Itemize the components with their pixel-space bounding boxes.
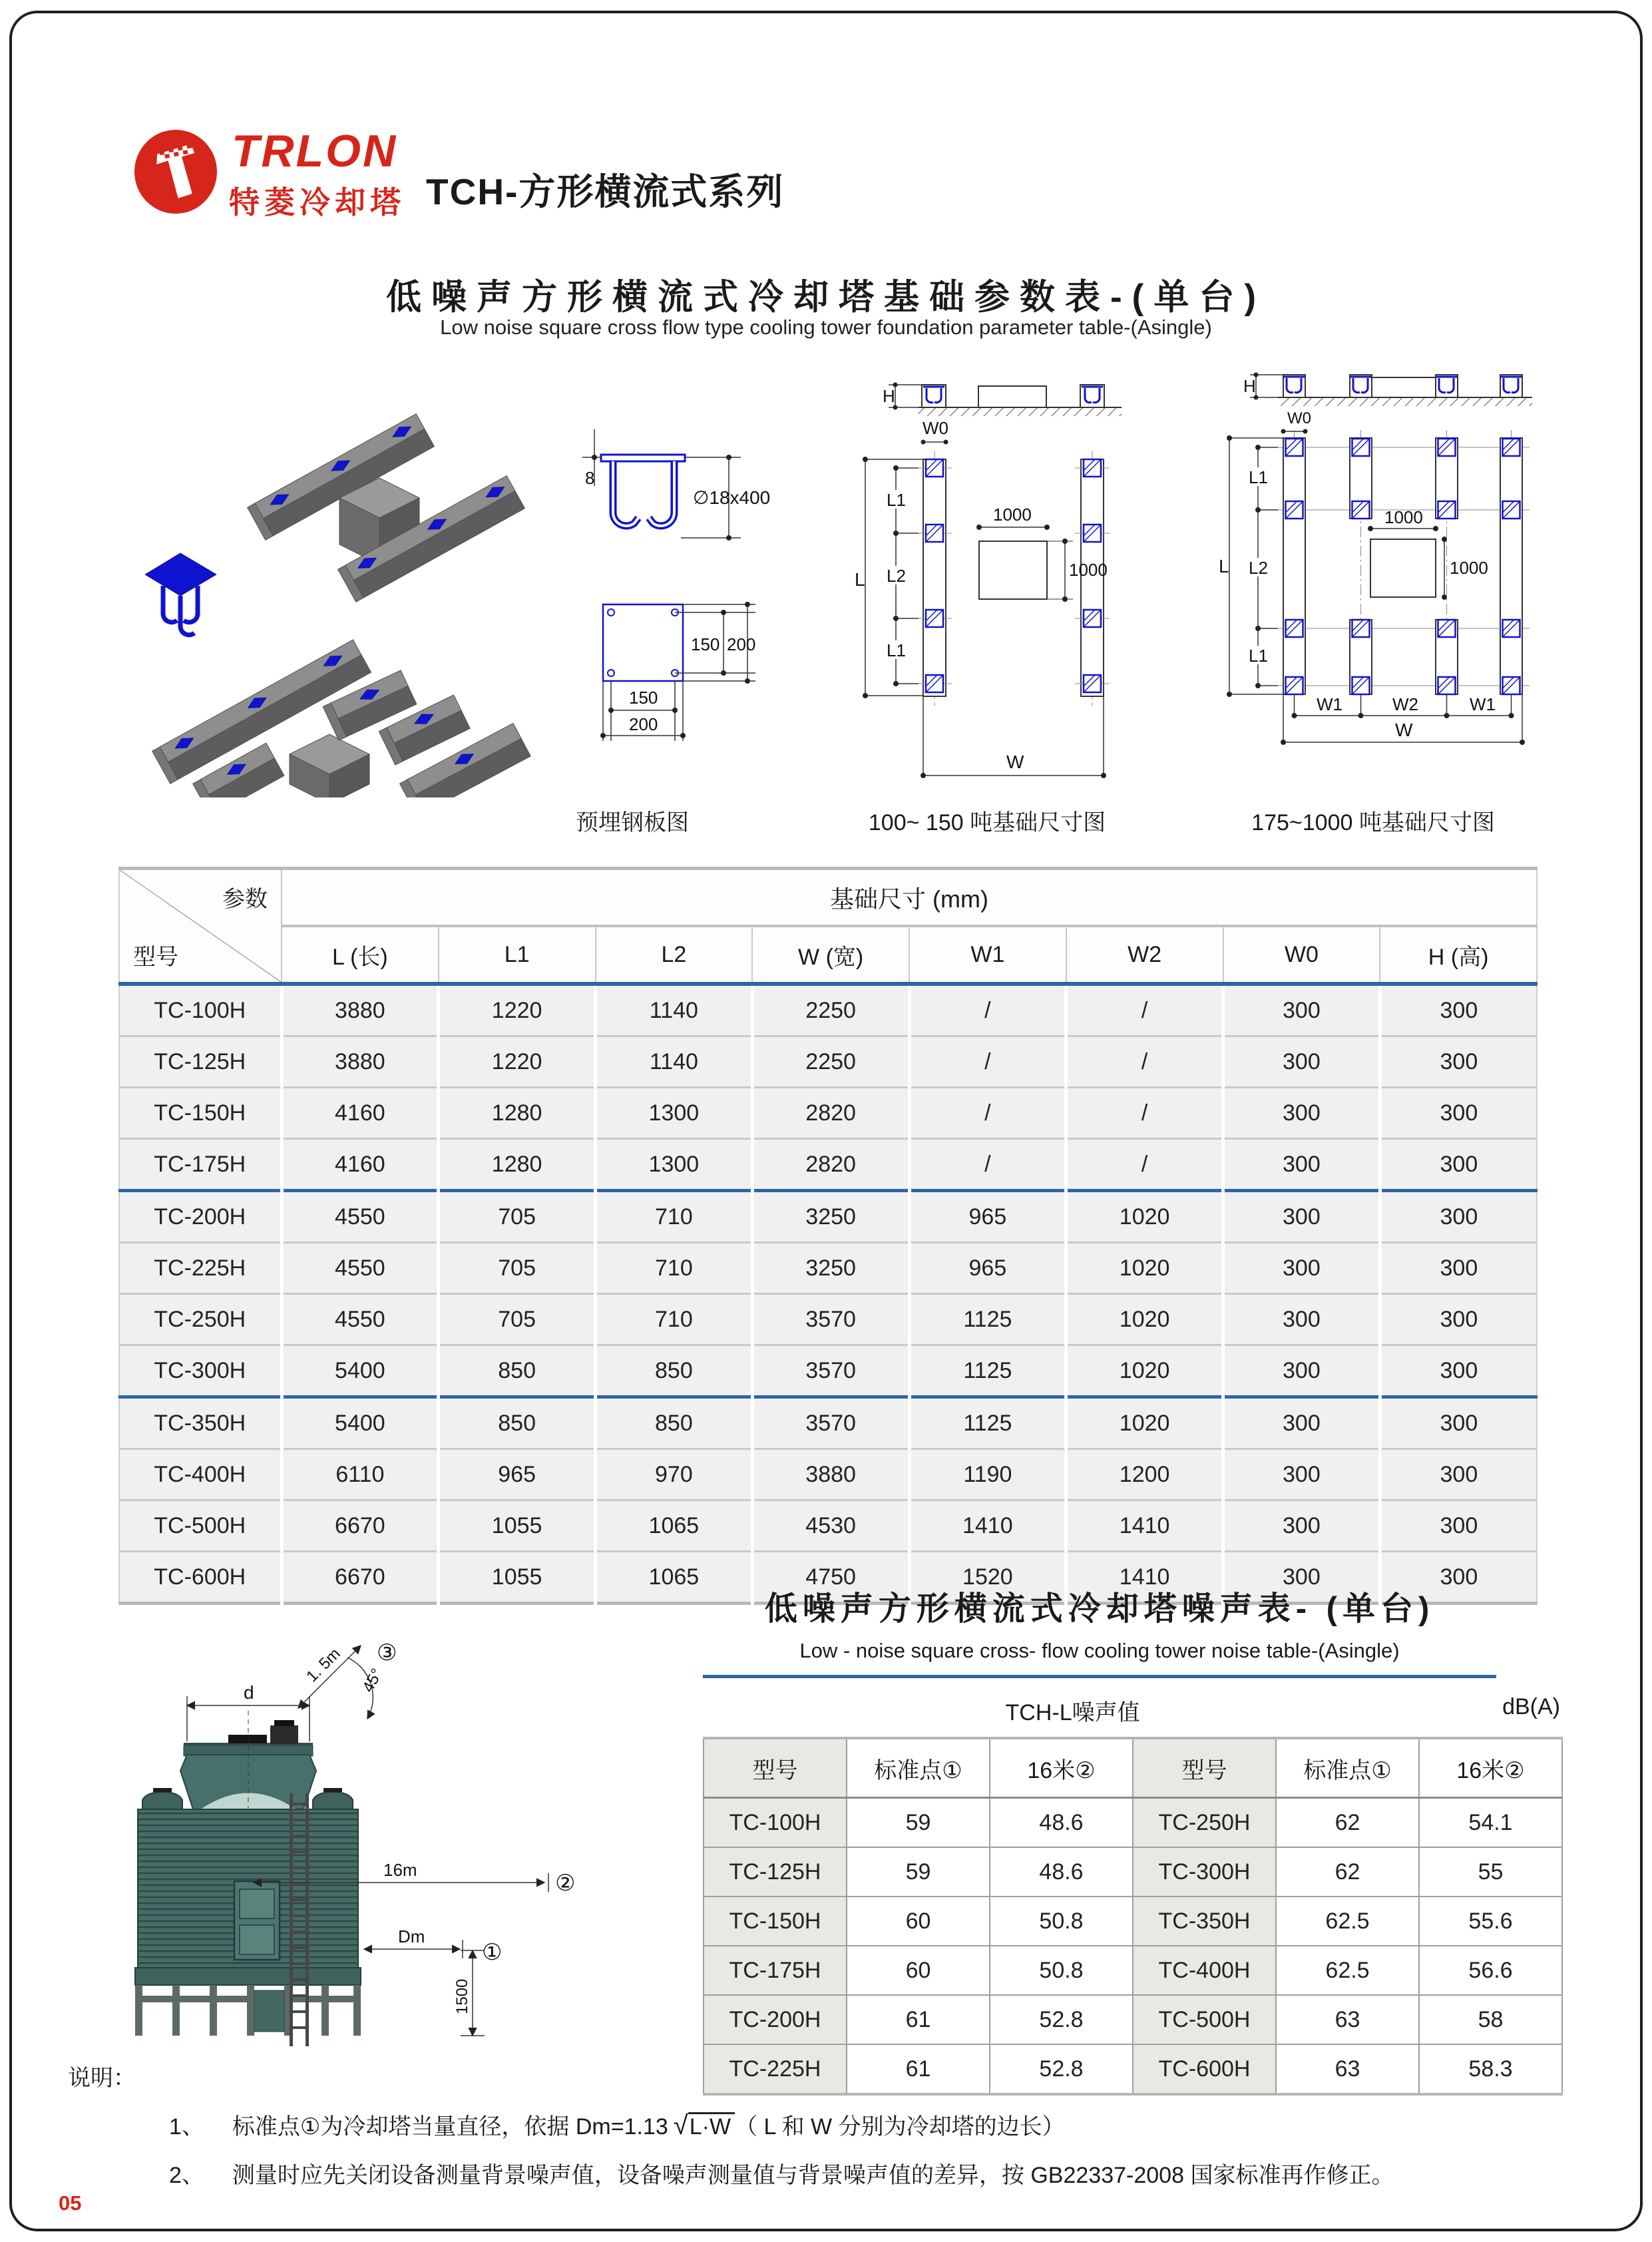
value-cell: 1020 xyxy=(1066,1191,1223,1243)
value-cell: 1125 xyxy=(909,1294,1066,1345)
value-cell: 1410 xyxy=(909,1500,1066,1552)
value-cell: 61 xyxy=(847,2044,990,2094)
series-title: TCH-方形横流式系列 xyxy=(426,171,785,212)
value-cell: 62 xyxy=(1276,1798,1419,1848)
value-cell: 4750 xyxy=(752,1552,909,1604)
value-cell: 300 xyxy=(1380,1397,1537,1449)
value-cell: 59 xyxy=(847,1798,990,1848)
value-cell: 965 xyxy=(909,1191,1066,1243)
model-cell: TC-100H xyxy=(704,1798,847,1848)
value-cell: 1220 xyxy=(439,984,596,1036)
value-cell: 54.1 xyxy=(1419,1798,1562,1848)
dim-1000-right: 1000 xyxy=(1450,558,1488,578)
dim-150-v: 150 xyxy=(691,634,720,654)
dim-200-v: 200 xyxy=(727,634,756,654)
value-cell: 59 xyxy=(847,1847,990,1897)
dim-16m: 16m xyxy=(383,1860,417,1880)
value-cell: 1125 xyxy=(909,1397,1066,1449)
note-item-2 xyxy=(169,2157,1599,2189)
value-cell: 300 xyxy=(1223,1243,1380,1294)
value-cell: 48.6 xyxy=(990,1798,1133,1848)
value-cell: 3880 xyxy=(752,1449,909,1500)
caption-large-foundation: 175~1000 吨基础尺寸图 xyxy=(1251,810,1495,835)
table-row xyxy=(119,1088,1537,1139)
trlon-logo-icon xyxy=(133,129,218,214)
cooling-tower-figure xyxy=(79,1596,578,2056)
value-cell: 5400 xyxy=(282,1397,439,1449)
column-header: L1 xyxy=(439,926,596,984)
value-cell: 4550 xyxy=(282,1243,439,1294)
noise-row xyxy=(704,1946,1562,1995)
value-cell: 1280 xyxy=(439,1088,596,1139)
value-cell: 710 xyxy=(596,1243,753,1294)
noise-header-row xyxy=(704,1738,1562,1798)
value-cell: 3880 xyxy=(282,984,439,1036)
value-cell: 705 xyxy=(439,1294,596,1345)
value-cell: 3250 xyxy=(752,1191,909,1243)
table-row xyxy=(119,1139,1537,1191)
value-cell: 1190 xyxy=(909,1449,1066,1500)
dim-8: 8 xyxy=(585,468,595,488)
noise-row xyxy=(704,1798,1562,1848)
caption-small-foundation: 100~ 150 吨基础尺寸图 xyxy=(868,810,1106,835)
dim-W0: W0 xyxy=(923,418,948,438)
dim-L2: L2 xyxy=(887,566,906,586)
value-cell: 52.8 xyxy=(990,1995,1133,2044)
model-cell: TC-300H xyxy=(1133,1847,1276,1897)
point-2-marker: ② xyxy=(555,1871,576,1896)
value-cell: 1220 xyxy=(439,1036,596,1088)
value-cell: 1020 xyxy=(1066,1397,1223,1449)
value-cell: 850 xyxy=(596,1345,753,1397)
value-cell: / xyxy=(1066,1036,1223,1088)
dimensions-group-header: 基础尺寸 (mm) xyxy=(282,869,1537,927)
isometric-foundation-figure xyxy=(97,371,549,797)
noise-column-header: 型号 xyxy=(1133,1738,1276,1798)
note-item-1 xyxy=(169,2108,1599,2141)
value-cell: 1140 xyxy=(596,1036,753,1088)
value-cell: 300 xyxy=(1223,1191,1380,1243)
figures-row xyxy=(0,359,1652,845)
dim-150-h: 150 xyxy=(629,688,658,708)
column-header: H (高) xyxy=(1380,926,1537,984)
anchor-plate-icon xyxy=(145,553,216,635)
value-cell: 300 xyxy=(1223,1397,1380,1449)
value-cell: 63 xyxy=(1276,2044,1419,2094)
noise-section xyxy=(703,1583,1563,2096)
value-cell: 970 xyxy=(596,1449,753,1500)
sqrt-content: L·W xyxy=(688,2112,735,2140)
dim-L1a: L1 xyxy=(1249,467,1268,487)
value-cell: 850 xyxy=(596,1397,753,1449)
foundation-table xyxy=(118,867,1538,1605)
foundation-title-cn: 低噪声方形横流式冷却塔基础参数表-(单台) xyxy=(386,278,1266,317)
value-cell: 55.6 xyxy=(1419,1897,1562,1946)
value-cell: 4550 xyxy=(282,1191,439,1243)
value-cell: 55 xyxy=(1419,1847,1562,1897)
steel-plate-figure xyxy=(569,376,789,749)
value-cell: 1280 xyxy=(439,1139,596,1191)
model-cell: TC-350H xyxy=(119,1397,282,1449)
value-cell: 300 xyxy=(1380,1088,1537,1139)
value-cell: 1200 xyxy=(1066,1449,1223,1500)
noise-column-header: 型号 xyxy=(704,1738,847,1798)
corner-param-label: 参数 xyxy=(222,887,268,912)
value-cell: 58 xyxy=(1419,1995,1562,2044)
sqrt-symbol: √ xyxy=(673,2111,688,2140)
note-text: （ L 和 W 分别为冷却塔的边长） xyxy=(735,2114,1065,2139)
model-cell: TC-500H xyxy=(1133,1995,1276,2044)
tower-graphic xyxy=(135,1720,361,2046)
value-cell: 2250 xyxy=(752,984,909,1036)
column-header: W0 xyxy=(1223,926,1380,984)
dim-45deg: 45° xyxy=(359,1666,387,1695)
noise-row xyxy=(704,1847,1562,1897)
value-cell: 4550 xyxy=(282,1294,439,1345)
noise-column-header: 16米② xyxy=(990,1738,1133,1798)
noise-column-header: 标准点① xyxy=(1276,1738,1419,1798)
note-number: 2、 xyxy=(169,2163,204,2188)
value-cell: 300 xyxy=(1380,1243,1537,1294)
column-header-row xyxy=(119,926,1537,984)
column-header: W1 xyxy=(909,926,1066,984)
value-cell: 3570 xyxy=(752,1345,909,1397)
value-cell: 965 xyxy=(909,1243,1066,1294)
value-cell: / xyxy=(1066,984,1223,1036)
value-cell: 2250 xyxy=(752,1036,909,1088)
model-cell: TC-600H xyxy=(119,1552,282,1604)
column-header: W (宽) xyxy=(752,926,909,984)
value-cell: 300 xyxy=(1223,1449,1380,1500)
noise-column-header: 标准点① xyxy=(847,1738,990,1798)
value-cell: 48.6 xyxy=(990,1847,1133,1897)
value-cell: 4160 xyxy=(282,1139,439,1191)
dim-H: H xyxy=(883,386,895,406)
noise-row xyxy=(704,1897,1562,1946)
value-cell: 300 xyxy=(1380,1191,1537,1243)
value-cell: 1125 xyxy=(909,1345,1066,1397)
model-cell: TC-175H xyxy=(119,1139,282,1191)
dim-L2: L2 xyxy=(1249,558,1268,578)
value-cell: 62.5 xyxy=(1276,1897,1419,1946)
model-cell: TC-225H xyxy=(119,1243,282,1294)
model-cell: TC-125H xyxy=(704,1847,847,1897)
value-cell: 300 xyxy=(1223,1500,1380,1552)
value-cell: 1520 xyxy=(909,1552,1066,1604)
value-cell: 52.8 xyxy=(990,2044,1133,2094)
model-cell: TC-125H xyxy=(119,1036,282,1088)
model-cell: TC-400H xyxy=(119,1449,282,1500)
caption-steel-plate: 预埋钢板图 xyxy=(576,810,689,835)
dim-1000-right: 1000 xyxy=(1069,560,1108,580)
value-cell: 56.6 xyxy=(1419,1946,1562,1995)
dim-W0: W0 xyxy=(1287,409,1311,427)
dim-phi: ∅18x400 xyxy=(693,487,771,508)
value-cell: 300 xyxy=(1223,1139,1380,1191)
model-cell: TC-250H xyxy=(119,1294,282,1345)
value-cell: 300 xyxy=(1223,1552,1380,1604)
foundation-plan-large-figure xyxy=(1191,359,1564,785)
dim-L: L xyxy=(855,569,865,590)
value-cell: 3570 xyxy=(752,1397,909,1449)
dim-W1b: W1 xyxy=(1470,694,1496,714)
dim-H: H xyxy=(1243,376,1256,396)
note-text: 标准点①为冷却塔当量直径，依据 Dm=1.13 xyxy=(232,2114,668,2139)
value-cell: 300 xyxy=(1380,984,1537,1036)
value-cell: / xyxy=(909,984,1066,1036)
model-cell: TC-100H xyxy=(119,984,282,1036)
value-cell: 3880 xyxy=(282,1036,439,1088)
noise-table-label: TCH-L噪声值 xyxy=(1005,1700,1140,1725)
model-cell: TC-500H xyxy=(119,1500,282,1552)
dim-1000-top: 1000 xyxy=(993,505,1032,525)
model-cell: TC-350H xyxy=(1133,1897,1276,1946)
value-cell: 300 xyxy=(1223,1088,1380,1139)
value-cell: / xyxy=(1066,1088,1223,1139)
table-row xyxy=(119,1449,1537,1500)
value-cell: 710 xyxy=(596,1191,753,1243)
noise-unit-label: dB(A) xyxy=(1502,1694,1560,1719)
dim-L1b: L1 xyxy=(887,640,906,660)
value-cell: 1065 xyxy=(596,1552,753,1604)
value-cell: 1020 xyxy=(1066,1294,1223,1345)
table-row xyxy=(119,1036,1537,1088)
note-text: 测量时应先关闭设备测量背景噪声值，设备噪声测量值与背景噪声值的差异，按 GB22337-2008 国家标准再作修正。 xyxy=(232,2163,1394,2188)
value-cell: / xyxy=(909,1088,1066,1139)
value-cell: 710 xyxy=(596,1294,753,1345)
value-cell: 6670 xyxy=(282,1552,439,1604)
point-1-marker: ① xyxy=(482,1940,503,1965)
dim-W: W xyxy=(1006,752,1024,772)
value-cell: 1020 xyxy=(1066,1345,1223,1397)
value-cell: 965 xyxy=(439,1449,596,1500)
value-cell: 63 xyxy=(1276,1995,1419,2044)
corner-cell xyxy=(119,869,282,985)
value-cell: 50.8 xyxy=(990,1946,1133,1995)
value-cell: / xyxy=(909,1139,1066,1191)
dim-W1a: W1 xyxy=(1317,694,1342,714)
brand-subtitle: 特菱冷却塔 xyxy=(229,185,405,220)
value-cell: 300 xyxy=(1223,1345,1380,1397)
noise-column-header: 16米② xyxy=(1419,1738,1562,1798)
value-cell: 300 xyxy=(1380,1139,1537,1191)
value-cell: 300 xyxy=(1223,1294,1380,1345)
value-cell: 2820 xyxy=(752,1088,909,1139)
dim-L: L xyxy=(1219,556,1229,576)
dim-1500: 1500 xyxy=(453,1978,471,2014)
value-cell: 6670 xyxy=(282,1500,439,1552)
value-cell: 6110 xyxy=(282,1449,439,1500)
value-cell: 300 xyxy=(1223,984,1380,1036)
value-cell: 1020 xyxy=(1066,1243,1223,1294)
value-cell: 50.8 xyxy=(990,1897,1133,1946)
value-cell: 705 xyxy=(439,1243,596,1294)
value-cell: 850 xyxy=(439,1345,596,1397)
table-row xyxy=(119,1294,1537,1345)
value-cell: 60 xyxy=(847,1897,990,1946)
table-row xyxy=(119,1191,1537,1243)
table-row xyxy=(119,984,1537,1036)
model-cell: TC-175H xyxy=(704,1946,847,1995)
noise-row xyxy=(704,1995,1562,2044)
model-cell: TC-250H xyxy=(1133,1798,1276,1848)
value-cell: 3250 xyxy=(752,1243,909,1294)
dim-L1a: L1 xyxy=(887,490,906,510)
dim-W2: W2 xyxy=(1392,694,1418,714)
value-cell: / xyxy=(1066,1139,1223,1191)
model-cell: TC-150H xyxy=(704,1897,847,1946)
value-cell: 300 xyxy=(1380,1500,1537,1552)
value-cell: 1065 xyxy=(596,1500,753,1552)
value-cell: 1055 xyxy=(439,1552,596,1604)
value-cell: 300 xyxy=(1380,1552,1537,1604)
value-cell: 4530 xyxy=(752,1500,909,1552)
column-header: L (长) xyxy=(282,926,439,984)
value-cell: 1300 xyxy=(596,1139,753,1191)
notes-section xyxy=(68,2060,1599,2189)
note-number: 1、 xyxy=(169,2114,204,2139)
model-cell: TC-150H xyxy=(119,1088,282,1139)
value-cell: 1410 xyxy=(1066,1500,1223,1552)
corner-model-label: 型号 xyxy=(133,945,178,970)
model-cell: TC-225H xyxy=(704,2044,847,2094)
value-cell: 4160 xyxy=(282,1088,439,1139)
value-cell: 1300 xyxy=(596,1088,753,1139)
value-cell: 300 xyxy=(1380,1036,1537,1088)
column-header: W2 xyxy=(1066,926,1223,984)
noise-title-en: Low - noise square cross- flow cooling tower noise table-(Asingle) xyxy=(703,1639,1496,1678)
dim-200-h: 200 xyxy=(629,714,658,734)
value-cell: 2820 xyxy=(752,1139,909,1191)
value-cell: 61 xyxy=(847,1995,990,2044)
value-cell: / xyxy=(909,1036,1066,1088)
dim-1000-top: 1000 xyxy=(1384,507,1423,527)
value-cell: 58.3 xyxy=(1419,2044,1562,2094)
value-cell: 705 xyxy=(439,1191,596,1243)
brand-name: TRLON xyxy=(232,126,398,176)
value-cell: 62 xyxy=(1276,1847,1419,1897)
noise-table xyxy=(703,1737,1563,2096)
foundation-title-en: Low noise square cross flow type cooling tower foundation parameter table-(Asingle) xyxy=(440,316,1212,339)
value-cell: 850 xyxy=(439,1397,596,1449)
value-cell: 3570 xyxy=(752,1294,909,1345)
notes-label: 说明： xyxy=(68,2066,136,2091)
table-row xyxy=(119,1345,1537,1397)
table-row xyxy=(119,1243,1537,1294)
noise-title-cn: 低噪声方形横流式冷却塔噪声表- (单台) xyxy=(764,1591,1435,1627)
model-cell: TC-600H xyxy=(1133,2044,1276,2094)
model-cell: TC-300H xyxy=(119,1345,282,1397)
model-cell: TC-400H xyxy=(1133,1946,1276,1995)
u-channel-anchor-icon xyxy=(601,455,685,526)
page-number: 05 xyxy=(59,2191,82,2215)
model-cell: TC-200H xyxy=(704,1995,847,2044)
dim-d: d xyxy=(244,1682,254,1703)
dim-Dm: Dm xyxy=(398,1926,425,1946)
center-block-2 xyxy=(290,734,369,797)
table-row xyxy=(119,1500,1537,1552)
model-cell: TC-200H xyxy=(119,1191,282,1243)
value-cell: 5400 xyxy=(282,1345,439,1397)
value-cell: 300 xyxy=(1223,1036,1380,1088)
value-cell: 1055 xyxy=(439,1500,596,1552)
table-row xyxy=(119,1397,1537,1449)
value-cell: 62.5 xyxy=(1276,1946,1419,1995)
column-header: L2 xyxy=(596,926,753,984)
value-cell: 1140 xyxy=(596,984,753,1036)
point-3-marker: ③ xyxy=(377,1640,397,1666)
dim-W: W xyxy=(1395,720,1413,740)
dim-1-5m: 1. 5m xyxy=(303,1644,344,1686)
value-cell: 300 xyxy=(1380,1294,1537,1345)
foundation-plan-small-figure xyxy=(825,359,1145,785)
value-cell: 60 xyxy=(847,1946,990,1995)
value-cell: 300 xyxy=(1380,1449,1537,1500)
value-cell: 300 xyxy=(1380,1345,1537,1397)
dim-L1b: L1 xyxy=(1249,646,1268,666)
value-cell: 1410 xyxy=(1066,1552,1223,1604)
